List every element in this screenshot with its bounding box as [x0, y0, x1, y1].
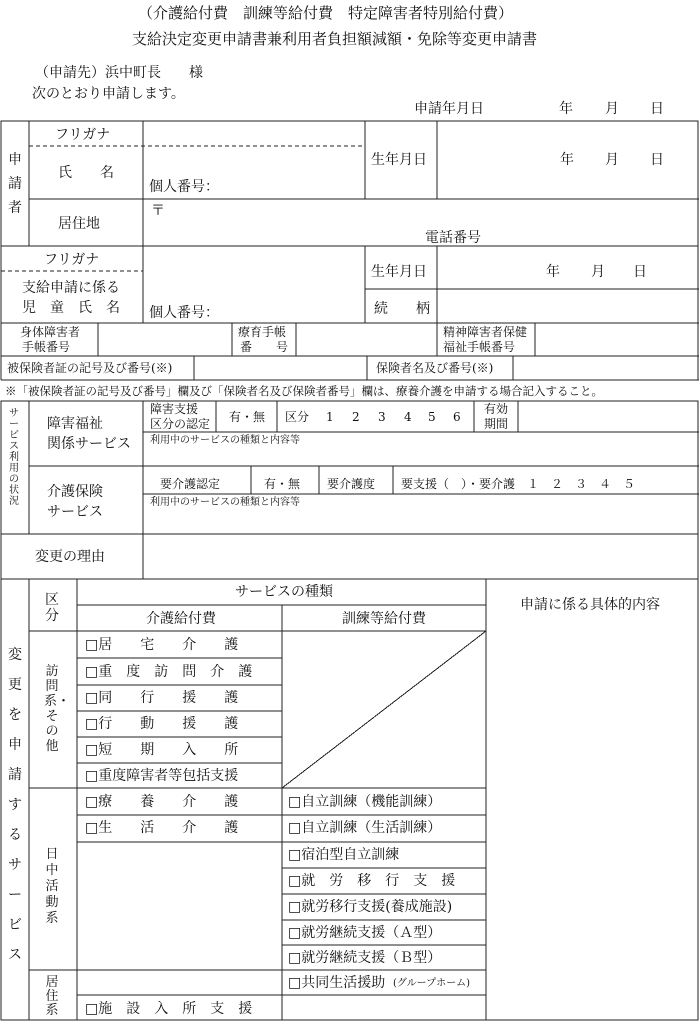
- category-option-3[interactable]: 3: [378, 410, 386, 424]
- visit-item-behavior-support[interactable]: □行 動 援 護: [85, 716, 239, 732]
- applicant-name-label: 氏 名: [58, 165, 114, 181]
- support-category-label2: 区分の認定: [150, 417, 211, 431]
- day-training-life[interactable]: □自立訓練（生活訓練）: [288, 820, 442, 836]
- visit-item-accompany-support[interactable]: □同 行 援 護: [85, 690, 239, 706]
- applicant-address-label: 居住地: [58, 216, 100, 232]
- support-category-label1: 障害支援: [150, 402, 199, 416]
- visit-item-short-stay[interactable]: □短 期 入 所: [85, 742, 239, 758]
- category-option-5[interactable]: 5: [428, 410, 436, 424]
- addressee: （申請先）浜中町長 様: [35, 65, 203, 81]
- day-care-life[interactable]: □生 活 介 護: [85, 820, 239, 836]
- visit-item-comprehensive-support[interactable]: □重度障害者等包括支援: [85, 768, 239, 784]
- care-yes-no[interactable]: 有・無: [264, 477, 301, 491]
- intro-text: 次のとおり申請します。: [32, 86, 185, 102]
- insurer-label: 保険者名及び番号(※): [376, 361, 494, 375]
- apply-date-year[interactable]: 年: [559, 101, 573, 117]
- day-training-continuous-a[interactable]: □就労継続支援（Ａ型）: [288, 925, 442, 941]
- ryoiku-handbook-label1: 療育手帳: [238, 325, 287, 339]
- residence-facility-support[interactable]: □施 設 入 所 支 援: [85, 1001, 253, 1017]
- apply-date-label: 申請年月日: [414, 101, 484, 117]
- mental-handbook-label1: 精神障害者保健: [443, 325, 528, 339]
- care-cert-label: 要介護認定: [160, 477, 221, 491]
- day-training-residential[interactable]: □宿泊型自立訓練: [288, 847, 400, 863]
- welfare-service-label1: 障害福祉: [47, 416, 103, 432]
- child-birth-day[interactable]: 日: [633, 264, 647, 280]
- applicant-birth-year[interactable]: 年: [560, 152, 574, 168]
- apply-date-day[interactable]: 日: [650, 101, 664, 117]
- day-training-continuous-b[interactable]: □就労継続支援（Ｂ型）: [288, 950, 442, 966]
- applicant-birth-month[interactable]: 月: [605, 152, 619, 168]
- details-header: 申請に係る具体的内容: [520, 597, 660, 613]
- ryoiku-handbook-label2: 番 号: [240, 340, 289, 354]
- child-birthdate-label: 生年月日: [371, 264, 427, 280]
- residence-group-label: 居住系: [45, 975, 59, 1018]
- phone-label: 電話番号: [425, 230, 481, 246]
- apply-date-month[interactable]: 月: [605, 101, 619, 117]
- day-training-function[interactable]: □自立訓練（機能訓練）: [288, 794, 442, 810]
- day-care-medical[interactable]: □療 養 介 護: [85, 794, 239, 810]
- relation-label: 続 柄: [374, 301, 430, 317]
- child-birth-month[interactable]: 月: [591, 264, 605, 280]
- valid-period-label1: 有効: [484, 402, 509, 416]
- care-scale[interactable]: 要支援（ ）・要介護 １ ２ ３ ４ ５: [401, 477, 636, 491]
- child-furigana-label: フリガナ: [44, 252, 100, 268]
- child-my-number-label: 個人番号：: [149, 305, 219, 321]
- applicant-birth-day[interactable]: 日: [650, 152, 664, 168]
- applicant-birthdate-label: 生年月日: [371, 152, 427, 168]
- child-name-label-line2: 児 童 氏 名: [22, 300, 120, 316]
- visit-group-label: 訪問系・その他: [44, 664, 71, 754]
- form-title-line1: （介護給付費 訓練等給付費 特定障害者特別給付費）: [138, 4, 514, 22]
- care-insurance-label2: サービス: [47, 504, 103, 520]
- change-services-section-label: 変更を申請するサービス: [8, 647, 22, 963]
- welfare-service-label2: 関係サービス: [47, 436, 131, 452]
- day-group-label: 日中活動系: [45, 847, 59, 926]
- form-title-line2: 支給決定変更申請書兼利用者負担額減額・免除等変更申請書: [132, 30, 538, 48]
- visit-item-severe-visit-care[interactable]: □重 度 訪 問 介 護: [85, 664, 253, 680]
- change-reason-label: 変更の理由: [35, 549, 105, 565]
- category-option-4[interactable]: 4: [404, 410, 412, 424]
- division-label: 区分: [45, 592, 59, 624]
- residence-group-home-note: (グループホーム): [393, 978, 471, 989]
- training-benefit-header: 訓練等給付費: [342, 611, 426, 627]
- applicant-my-number-label: 個人番号：: [149, 179, 219, 195]
- day-training-employment-transition[interactable]: □就 労 移 行 支 援: [288, 873, 456, 889]
- service-status-section-label: サービス利用の状況: [9, 408, 19, 507]
- applicant-section-label: 申請者: [8, 152, 22, 216]
- insured-number-label: 被保険者証の記号及び番号(※): [7, 361, 173, 375]
- service-types-header: サービスの種類: [235, 584, 333, 600]
- physical-handbook-label2: 手帳番号: [22, 340, 71, 354]
- child-birth-year[interactable]: 年: [546, 264, 560, 280]
- services-in-use-label: 利用中のサービスの種類と内容等: [150, 435, 300, 446]
- mental-handbook-label2: 福祉手帳番号: [443, 340, 516, 354]
- category-option-2[interactable]: 2: [352, 410, 360, 424]
- category-option-1[interactable]: 1: [326, 410, 334, 424]
- applicant-furigana-label: フリガナ: [55, 127, 111, 143]
- residence-group-home[interactable]: □共同生活援助: [288, 975, 386, 991]
- visit-item-home-care[interactable]: □居 宅 介 護: [85, 637, 239, 653]
- day-training-employment-transition-school[interactable]: □就労移行支援(養成施設): [288, 899, 453, 915]
- care-insurance-label1: 介護保険: [47, 484, 103, 500]
- child-name-label-line1: 支給申請に係る: [22, 280, 120, 296]
- category-option-6[interactable]: 6: [453, 410, 461, 424]
- care-degree-label: 要介護度: [327, 477, 376, 491]
- category-label: 区分: [285, 410, 310, 424]
- support-yes-no[interactable]: 有・無: [229, 410, 266, 424]
- care-services-in-use-label: 利用中のサービスの種類と内容等: [150, 497, 300, 508]
- physical-handbook-label1: 身体障害者: [20, 325, 81, 339]
- insurance-note: ※「被保険者証の記号及び番号」欄及び「保険者名及び保険者番号」欄は、療養介護を申請する場合記入すること。: [5, 384, 603, 398]
- postal-mark: 〒: [151, 203, 165, 219]
- valid-period-label2: 期間: [484, 417, 509, 431]
- care-benefit-header: 介護給付費: [146, 611, 216, 627]
